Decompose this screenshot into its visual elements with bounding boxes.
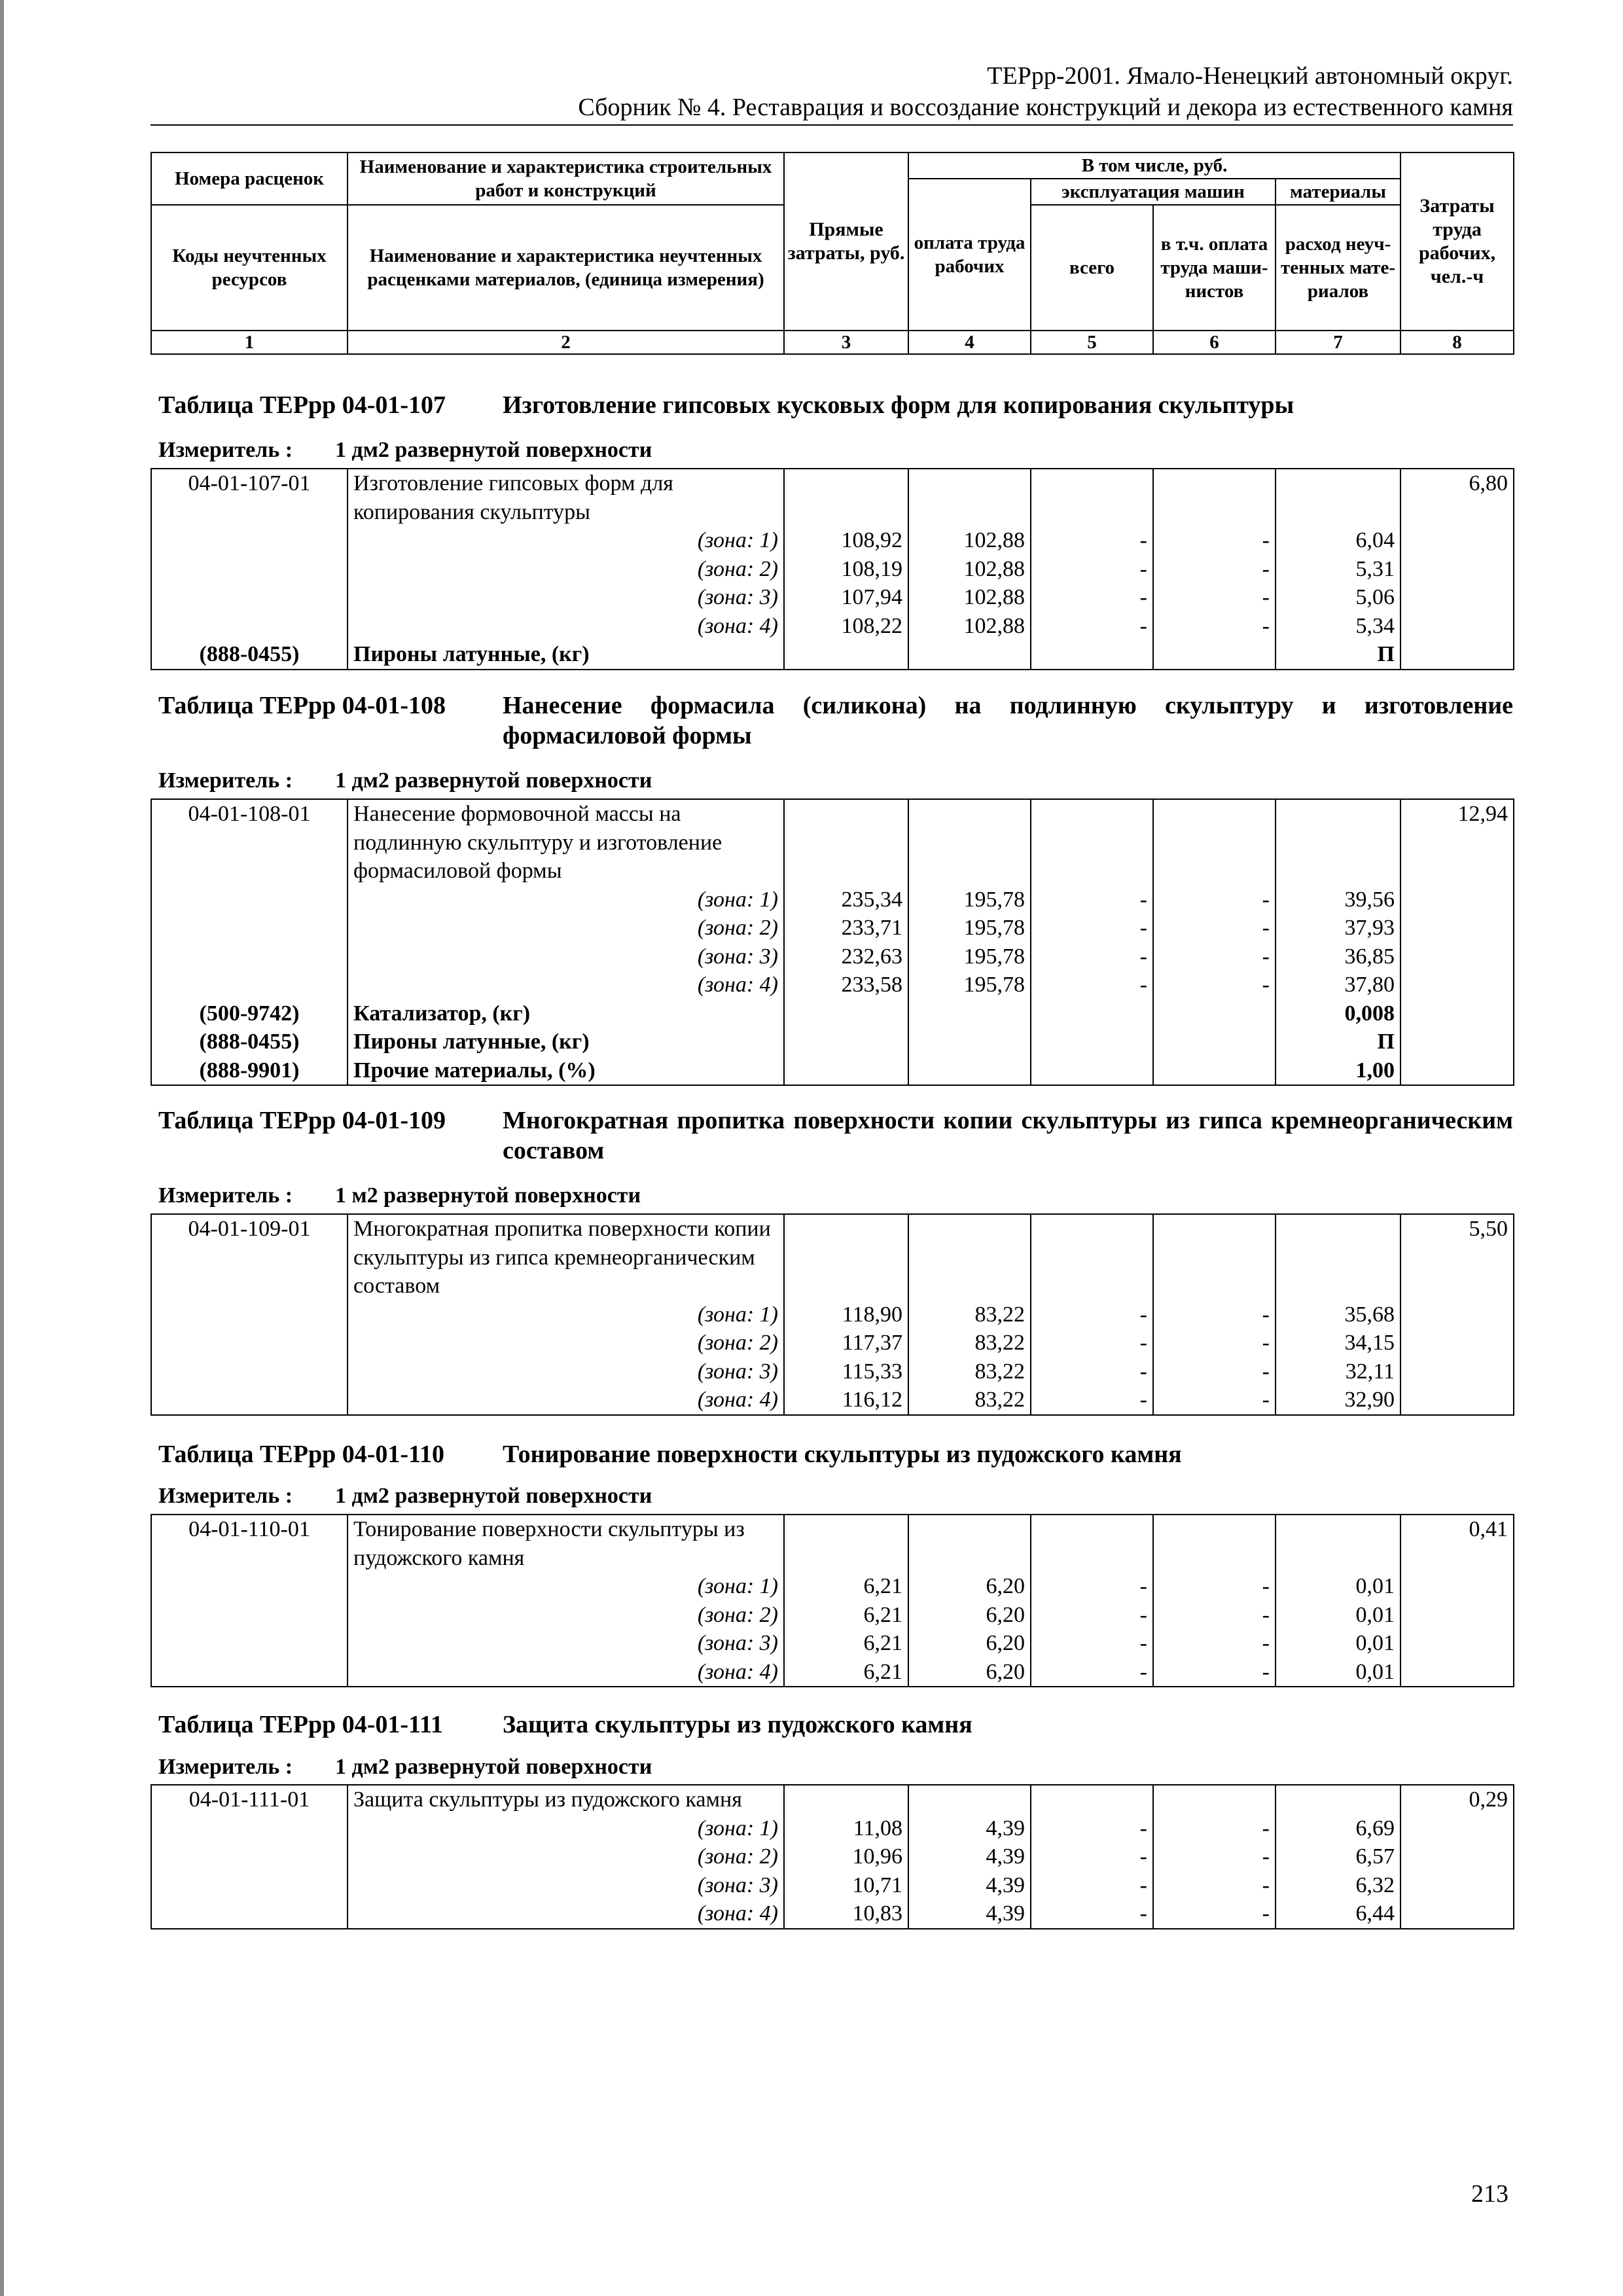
machinist-pay-value: - <box>1153 914 1275 942</box>
materials-value: 6,04 <box>1275 526 1400 555</box>
page-number: 213 <box>1471 2180 1508 2208</box>
direct-costs-value: 108,19 <box>784 555 908 584</box>
direct-costs-value: 116,12 <box>784 1386 908 1415</box>
meter-unit: 1 дм2 развернутой поверхности <box>335 1755 652 1779</box>
resource-value: 1,00 <box>1275 1056 1400 1086</box>
machines-value: - <box>1031 612 1153 641</box>
materials-value: 0,01 <box>1275 1629 1400 1658</box>
direct-costs-value: 117,37 <box>784 1329 908 1357</box>
resource-row <box>151 640 1514 670</box>
labor-pay-value: 83,22 <box>908 1357 1031 1386</box>
rate-table <box>151 798 1514 1086</box>
machines-value: - <box>1031 1300 1153 1329</box>
table-title <box>158 1439 1513 1469</box>
meter-label: Измеритель : <box>158 1755 293 1779</box>
col-number-8: 8 <box>1400 331 1514 354</box>
machinist-pay-value: - <box>1153 1300 1275 1329</box>
resource-name: Пироны латунные, (кг) <box>348 640 784 670</box>
direct-costs-value: 108,92 <box>784 526 908 555</box>
zone-label: (зона: 2) <box>348 555 784 584</box>
zone-row <box>151 1842 1514 1871</box>
direct-costs-value: 6,21 <box>784 1572 908 1601</box>
labor-pay-value: 83,22 <box>908 1329 1031 1357</box>
materials-value: 6,57 <box>1275 1842 1400 1871</box>
col-resource-codes: Коды неучтенных ресурсов <box>151 205 348 331</box>
meter-label: Измеритель : <box>158 768 293 793</box>
table-name: Тонирование поверхности скульптуры из пудожского камня <box>503 1441 1182 1468</box>
rate-table <box>151 1213 1514 1416</box>
labor-pay-value: 102,88 <box>908 583 1031 612</box>
rate-table <box>151 468 1514 670</box>
rate-name: Нанесение формовочной массы на подлинную скульптуру и изготовление формасиловой формы <box>348 799 784 886</box>
zone-row <box>151 526 1514 555</box>
machines-value: - <box>1031 1329 1153 1357</box>
resource-row <box>151 999 1514 1028</box>
machinist-pay-value: - <box>1153 1871 1275 1900</box>
resource-name: Пироны латунные, (кг) <box>348 1028 784 1056</box>
rate-name: Изготовление гипсовых форм для копирования скульптуры <box>348 469 784 526</box>
direct-costs-value: 6,21 <box>784 1658 908 1687</box>
column-header-table <box>151 152 1514 355</box>
materials-value: 0,01 <box>1275 1601 1400 1630</box>
zone-label: (зона: 2) <box>348 1842 784 1871</box>
table-name: Нанесение формасила (силикона) на подлинную скульптуру и изготовление формасиловой формы <box>503 692 1513 749</box>
machines-value: - <box>1031 1386 1153 1415</box>
zone-label: (зона: 2) <box>348 1329 784 1357</box>
rate-code: 04-01-111-01 <box>151 1785 348 1814</box>
zone-row <box>151 1386 1514 1415</box>
materials-value: 32,11 <box>1275 1357 1400 1386</box>
materials-value: 0,01 <box>1275 1658 1400 1687</box>
labor-pay-value: 102,88 <box>908 555 1031 584</box>
labor-pay-value: 102,88 <box>908 612 1031 641</box>
zone-label: (зона: 1) <box>348 1300 784 1329</box>
zone-label: (зона: 4) <box>348 1899 784 1929</box>
labor-pay-value: 6,20 <box>908 1601 1031 1630</box>
materials-value: 32,90 <box>1275 1386 1400 1415</box>
direct-costs-value: 232,63 <box>784 942 908 971</box>
zone-row <box>151 1658 1514 1687</box>
col-number-4: 4 <box>908 331 1031 354</box>
meter-unit: 1 дм2 развернутой поверхности <box>335 1484 652 1508</box>
resource-name: Прочие материалы, (%) <box>348 1056 784 1086</box>
labor-pay-value: 195,78 <box>908 942 1031 971</box>
rate-code: 04-01-110-01 <box>151 1515 348 1572</box>
zone-label: (зона: 3) <box>348 1629 784 1658</box>
labor-pay-value: 83,22 <box>908 1300 1031 1329</box>
machinist-pay-value: - <box>1153 942 1275 971</box>
labor-costs-value: 12,94 <box>1400 799 1514 886</box>
machinist-pay-value: - <box>1153 1658 1275 1687</box>
col-including: В том числе, руб. <box>908 152 1400 179</box>
resource-value: П <box>1275 1028 1400 1056</box>
labor-pay-value: 6,20 <box>908 1658 1031 1687</box>
col-number-6: 6 <box>1153 331 1275 354</box>
rate-name: Многократная пропитка поверхности копии скульптуры из гипса кремнеорганическим составом <box>348 1214 784 1300</box>
zone-row <box>151 1629 1514 1658</box>
col-materials: материалы <box>1275 179 1400 205</box>
zone-row <box>151 1601 1514 1630</box>
machinist-pay-value: - <box>1153 583 1275 612</box>
machinist-pay-value: - <box>1153 1814 1275 1843</box>
resource-value: П <box>1275 640 1400 670</box>
labor-pay-value: 195,78 <box>908 971 1031 999</box>
zone-row <box>151 1572 1514 1601</box>
materials-value: 34,15 <box>1275 1329 1400 1357</box>
labor-pay-value: 4,39 <box>908 1842 1031 1871</box>
header-rule <box>151 124 1513 126</box>
rate-row <box>151 1214 1514 1300</box>
meter-label: Измеритель : <box>158 1484 293 1508</box>
rate-row <box>151 1515 1514 1572</box>
rate-code: 04-01-108-01 <box>151 799 348 886</box>
labor-pay-value: 4,39 <box>908 1871 1031 1900</box>
resource-name: Катализатор, (кг) <box>348 999 784 1028</box>
machinist-pay-value: - <box>1153 1629 1275 1658</box>
zone-label: (зона: 3) <box>348 1871 784 1900</box>
table-code: Таблица ТЕРрр 04-01-110 <box>158 1441 444 1468</box>
table-meter <box>158 768 652 794</box>
machines-value: - <box>1031 555 1153 584</box>
table-name: Изготовление гипсовых кусковых форм для копирования скульптуры <box>503 391 1294 419</box>
col-number-1: 1 <box>151 331 348 354</box>
materials-value: 0,01 <box>1275 1572 1400 1601</box>
page-edge <box>0 0 4 2296</box>
zone-row <box>151 1329 1514 1357</box>
materials-value: 35,68 <box>1275 1300 1400 1329</box>
zone-label: (зона: 4) <box>348 612 784 641</box>
zone-row <box>151 971 1514 999</box>
machinist-pay-value: - <box>1153 1357 1275 1386</box>
machinist-pay-value: - <box>1153 1386 1275 1415</box>
zone-row <box>151 583 1514 612</box>
materials-value: 5,31 <box>1275 555 1400 584</box>
direct-costs-value: 11,08 <box>784 1814 908 1843</box>
header-line-1: ТЕРрр-2001. Ямало-Ненецкий автономный округ. <box>987 62 1513 90</box>
machinist-pay-value: - <box>1153 1572 1275 1601</box>
labor-pay-value: 195,78 <box>908 886 1031 914</box>
materials-value: 6,44 <box>1275 1899 1400 1929</box>
zone-label: (зона: 1) <box>348 1814 784 1843</box>
zone-row <box>151 555 1514 584</box>
col-unaccounted-materials: расход неуч- тенных мате- риалов <box>1275 205 1400 331</box>
zone-row <box>151 1899 1514 1929</box>
materials-value: 39,56 <box>1275 886 1400 914</box>
machinist-pay-value: - <box>1153 1842 1275 1871</box>
resource-code: (500-9742) <box>151 999 348 1028</box>
machinist-pay-value: - <box>1153 1601 1275 1630</box>
document-header <box>578 60 1513 123</box>
labor-pay-value: 195,78 <box>908 914 1031 942</box>
table-title <box>158 1710 1513 1740</box>
labor-costs-value: 0,29 <box>1400 1785 1514 1814</box>
machines-value: - <box>1031 1658 1153 1687</box>
table-code: Таблица ТЕРрр 04-01-111 <box>158 1711 443 1738</box>
zone-row <box>151 612 1514 641</box>
resource-row <box>151 1056 1514 1086</box>
machinist-pay-value: - <box>1153 886 1275 914</box>
machinist-pay-value: - <box>1153 971 1275 999</box>
materials-value: 6,69 <box>1275 1814 1400 1843</box>
meter-unit: 1 дм2 развернутой поверхности <box>335 768 652 793</box>
table-name: Многократная пропитка поверхности копии скульптуры из гипса кремнеорганическим составом <box>503 1107 1513 1164</box>
direct-costs-value: 233,58 <box>784 971 908 999</box>
labor-costs-value: 6,80 <box>1400 469 1514 526</box>
machines-value: - <box>1031 1601 1153 1630</box>
machines-value: - <box>1031 526 1153 555</box>
rate-name: Тонирование поверхности скульптуры из пудожского камня <box>348 1515 784 1572</box>
zone-label: (зона: 4) <box>348 1386 784 1415</box>
col-material-name: Наименование и характеристика неучтенных расценками материалов, (единица измерения) <box>348 205 784 331</box>
zone-label: (зона: 4) <box>348 1658 784 1687</box>
rate-name: Защита скульптуры из пудожского камня <box>348 1785 784 1814</box>
zone-label: (зона: 1) <box>348 526 784 555</box>
labor-pay-value: 4,39 <box>908 1899 1031 1929</box>
direct-costs-value: 10,83 <box>784 1899 908 1929</box>
meter-label: Измеритель : <box>158 438 293 462</box>
rate-row <box>151 799 1514 886</box>
machinist-pay-value: - <box>1153 612 1275 641</box>
machines-value: - <box>1031 1871 1153 1900</box>
table-meter <box>158 437 652 463</box>
machines-value: - <box>1031 1357 1153 1386</box>
direct-costs-value: 108,22 <box>784 612 908 641</box>
table-title <box>158 691 1513 751</box>
zone-row <box>151 914 1514 942</box>
col-labor-pay: оплата труда рабочих <box>908 179 1031 331</box>
labor-pay-value: 6,20 <box>908 1629 1031 1658</box>
machines-value: - <box>1031 1899 1153 1929</box>
materials-value: 37,80 <box>1275 971 1400 999</box>
direct-costs-value: 10,96 <box>784 1842 908 1871</box>
rate-code: 04-01-109-01 <box>151 1214 348 1300</box>
machines-value: - <box>1031 971 1153 999</box>
machines-value: - <box>1031 1814 1153 1843</box>
zone-label: (зона: 4) <box>348 971 784 999</box>
machines-value: - <box>1031 1629 1153 1658</box>
resource-code: (888-9901) <box>151 1056 348 1086</box>
materials-value: 5,06 <box>1275 583 1400 612</box>
labor-pay-value: 83,22 <box>908 1386 1031 1415</box>
meter-label: Измеритель : <box>158 1183 293 1208</box>
resource-row <box>151 1028 1514 1056</box>
labor-pay-value: 102,88 <box>908 526 1031 555</box>
zone-label: (зона: 3) <box>348 1357 784 1386</box>
direct-costs-value: 115,33 <box>784 1357 908 1386</box>
zone-row <box>151 1814 1514 1843</box>
table-code: Таблица ТЕРрр 04-01-108 <box>158 692 446 719</box>
table-meter <box>158 1183 641 1209</box>
zone-row <box>151 886 1514 914</box>
col-number-3: 3 <box>784 331 908 354</box>
rate-row <box>151 1785 1514 1814</box>
direct-costs-value: 6,21 <box>784 1629 908 1658</box>
rate-code: 04-01-107-01 <box>151 469 348 526</box>
machines-value: - <box>1031 942 1153 971</box>
machines-value: - <box>1031 1572 1153 1601</box>
machines-value: - <box>1031 1842 1153 1871</box>
labor-costs-value: 0,41 <box>1400 1515 1514 1572</box>
col-number-2: 2 <box>348 331 784 354</box>
labor-pay-value: 6,20 <box>908 1572 1031 1601</box>
labor-costs-value: 5,50 <box>1400 1214 1514 1300</box>
materials-value: 6,32 <box>1275 1871 1400 1900</box>
direct-costs-value: 10,71 <box>784 1871 908 1900</box>
labor-pay-value: 4,39 <box>908 1814 1031 1843</box>
zone-label: (зона: 1) <box>348 1572 784 1601</box>
resource-code: (888-0455) <box>151 640 348 670</box>
machinist-pay-value: - <box>1153 526 1275 555</box>
resource-value: 0,008 <box>1275 999 1400 1028</box>
col-machinist-pay: в т.ч. оплата труда маши- нистов <box>1153 205 1275 331</box>
rate-table <box>151 1784 1514 1929</box>
resource-code: (888-0455) <box>151 1028 348 1056</box>
zone-row <box>151 1871 1514 1900</box>
machines-value: - <box>1031 914 1153 942</box>
rate-row <box>151 469 1514 526</box>
machinist-pay-value: - <box>1153 1329 1275 1357</box>
zone-label: (зона: 2) <box>348 1601 784 1630</box>
zone-label: (зона: 1) <box>348 886 784 914</box>
table-meter <box>158 1754 652 1780</box>
direct-costs-value: 107,94 <box>784 583 908 612</box>
zone-row <box>151 1357 1514 1386</box>
col-labor-costs: Затраты труда рабочих, чел.-ч <box>1400 152 1514 331</box>
machines-value: - <box>1031 583 1153 612</box>
col-rate-numbers: Номера расценок <box>151 152 348 205</box>
col-number-7: 7 <box>1275 331 1400 354</box>
zone-label: (зона: 2) <box>348 914 784 942</box>
zone-row <box>151 1300 1514 1329</box>
machines-value: - <box>1031 886 1153 914</box>
direct-costs-value: 233,71 <box>784 914 908 942</box>
meter-unit: 1 дм2 развернутой поверхности <box>335 438 652 462</box>
table-title <box>158 1105 1513 1166</box>
direct-costs-value: 118,90 <box>784 1300 908 1329</box>
materials-value: 5,34 <box>1275 612 1400 641</box>
materials-value: 37,93 <box>1275 914 1400 942</box>
zone-row <box>151 942 1514 971</box>
col-machine-operation: эксплуатация машин <box>1031 179 1275 205</box>
rate-table <box>151 1514 1514 1687</box>
table-code: Таблица ТЕРрр 04-01-107 <box>158 391 446 419</box>
zone-label: (зона: 3) <box>348 583 784 612</box>
table-name: Защита скульптуры из пудожского камня <box>503 1711 972 1738</box>
materials-value: 36,85 <box>1275 942 1400 971</box>
machinist-pay-value: - <box>1153 555 1275 584</box>
table-title <box>158 390 1513 420</box>
machinist-pay-value: - <box>1153 1899 1275 1929</box>
col-number-5: 5 <box>1031 331 1153 354</box>
col-work-name: Наименование и характеристика строительных работ и конструкций <box>348 152 784 205</box>
col-direct-costs: Прямые затраты, руб. <box>784 152 908 331</box>
table-meter <box>158 1483 652 1509</box>
header-line-2: Сборник № 4. Реставрация и воссоздание конструкций и декора из естественного камня <box>578 94 1513 121</box>
col-machines-total: всего <box>1031 205 1153 331</box>
direct-costs-value: 235,34 <box>784 886 908 914</box>
direct-costs-value: 6,21 <box>784 1601 908 1630</box>
zone-label: (зона: 3) <box>348 942 784 971</box>
meter-unit: 1 м2 развернутой поверхности <box>335 1183 641 1208</box>
table-code: Таблица ТЕРрр 04-01-109 <box>158 1107 446 1134</box>
